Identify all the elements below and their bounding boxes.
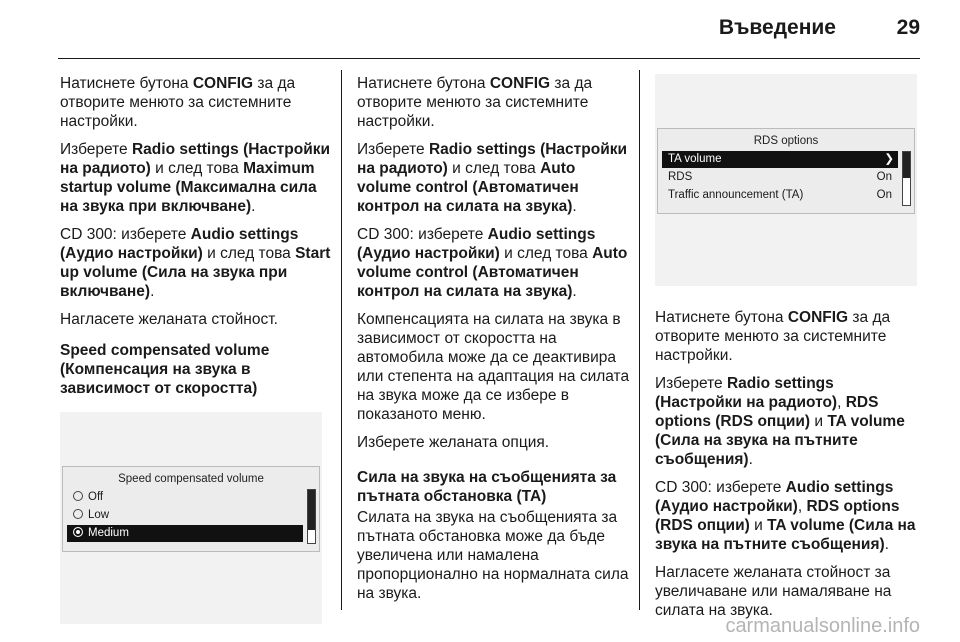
paragraph: Нагласете желаната стойност. xyxy=(60,311,278,328)
panel-title: Speed compensated volume xyxy=(118,473,264,485)
paragraph: Изберете желаната опция. xyxy=(357,434,550,451)
paragraph: Силата на звука на съобщенията за пътната обстановка може да бъде увеличена или намалена пропорционално на нормалната сила на звука. xyxy=(357,509,629,602)
panel-title: RDS options xyxy=(753,135,819,147)
menu-screenshot xyxy=(655,74,917,286)
section-heading: Сила на звука на съобщенията за пътната обстановка (TA) xyxy=(357,469,617,505)
paragraph: Натиснете бутона CONFIG за да отворите менюто за системните настройки. xyxy=(60,75,296,130)
page-title: Въведение xyxy=(718,16,836,39)
scrollbar[interactable] xyxy=(307,489,316,544)
rds-options-panel xyxy=(657,128,915,214)
paragraph: Компенсацията на силата на звука в зависимост от скоростта на автомобила може да се деактивира или степента на адаптация на силата на звука може да се избере в показаното меню. xyxy=(357,311,630,423)
option-medium[interactable]: Medium xyxy=(67,525,303,542)
column-1 xyxy=(60,74,332,624)
watermark: carmanualsonline.info xyxy=(725,615,920,637)
paragraph: Изберете Radio settings (Настройки на радиото) и след това Maximum startup volume (Максимална сила на звука при включване). xyxy=(60,141,331,215)
paragraph: Изберете Radio settings (Настройки на радиото) и след това Auto volume control (Автоматичен контрол на силата на звука). xyxy=(357,141,628,215)
menu-screenshot xyxy=(60,412,322,624)
option-low[interactable]: Low xyxy=(67,507,303,524)
scrollbar[interactable] xyxy=(902,151,911,206)
menu-row-rds[interactable]: RDS On xyxy=(668,171,892,183)
radio-icon xyxy=(73,491,83,501)
speed-volume-panel xyxy=(62,466,320,552)
column-2 xyxy=(357,74,633,612)
section-heading: Speed compensated volume (Компенсация на звука в зависимост от скоростта) xyxy=(60,342,270,397)
chevron-right-icon: ❯ xyxy=(884,153,894,165)
radio-icon xyxy=(73,509,83,519)
scroll-thumb[interactable] xyxy=(903,152,910,178)
header-rule xyxy=(58,58,920,59)
paragraph: Натиснете бутона CONFIG за да отворите менюто за системните настройки. xyxy=(655,309,891,364)
menu-row-traffic-announcement[interactable]: Traffic announcement (TA) On xyxy=(668,189,892,201)
column-3 xyxy=(655,74,923,629)
scroll-thumb[interactable] xyxy=(308,490,315,530)
paragraph: Натиснете бутона CONFIG за да отворите менюто за системните настройки. xyxy=(357,75,593,130)
paragraph: CD 300: изберете Audio settings (Аудио настройки) и след това Start up volume (Сила на звука при включване). xyxy=(60,226,331,300)
column-divider xyxy=(639,70,640,610)
paragraph: CD 300: изберете Audio settings (Аудио настройки), RDS options (RDS опции) и TA volume (Сила на звука на пътните съобщения). xyxy=(655,479,916,553)
option-off[interactable]: Off xyxy=(67,489,303,506)
column-divider xyxy=(341,70,342,610)
radio-selected-icon xyxy=(73,527,83,537)
page-number: 29 xyxy=(896,16,920,39)
paragraph: Изберете Radio settings (Настройки на радиото), RDS options (RDS опции) и TA volume (Сила на звука на пътните съобщения). xyxy=(655,375,905,468)
paragraph: CD 300: изберете Audio settings (Аудио настройки) и след това Auto volume control (Автоматичен контрол на силата на звука). xyxy=(357,226,628,300)
paragraph: Нагласете желаната стойност за увеличаване или намаляване на силата на звука. xyxy=(655,564,892,619)
menu-row-ta-volume[interactable]: TA volume ❯ xyxy=(662,151,898,168)
